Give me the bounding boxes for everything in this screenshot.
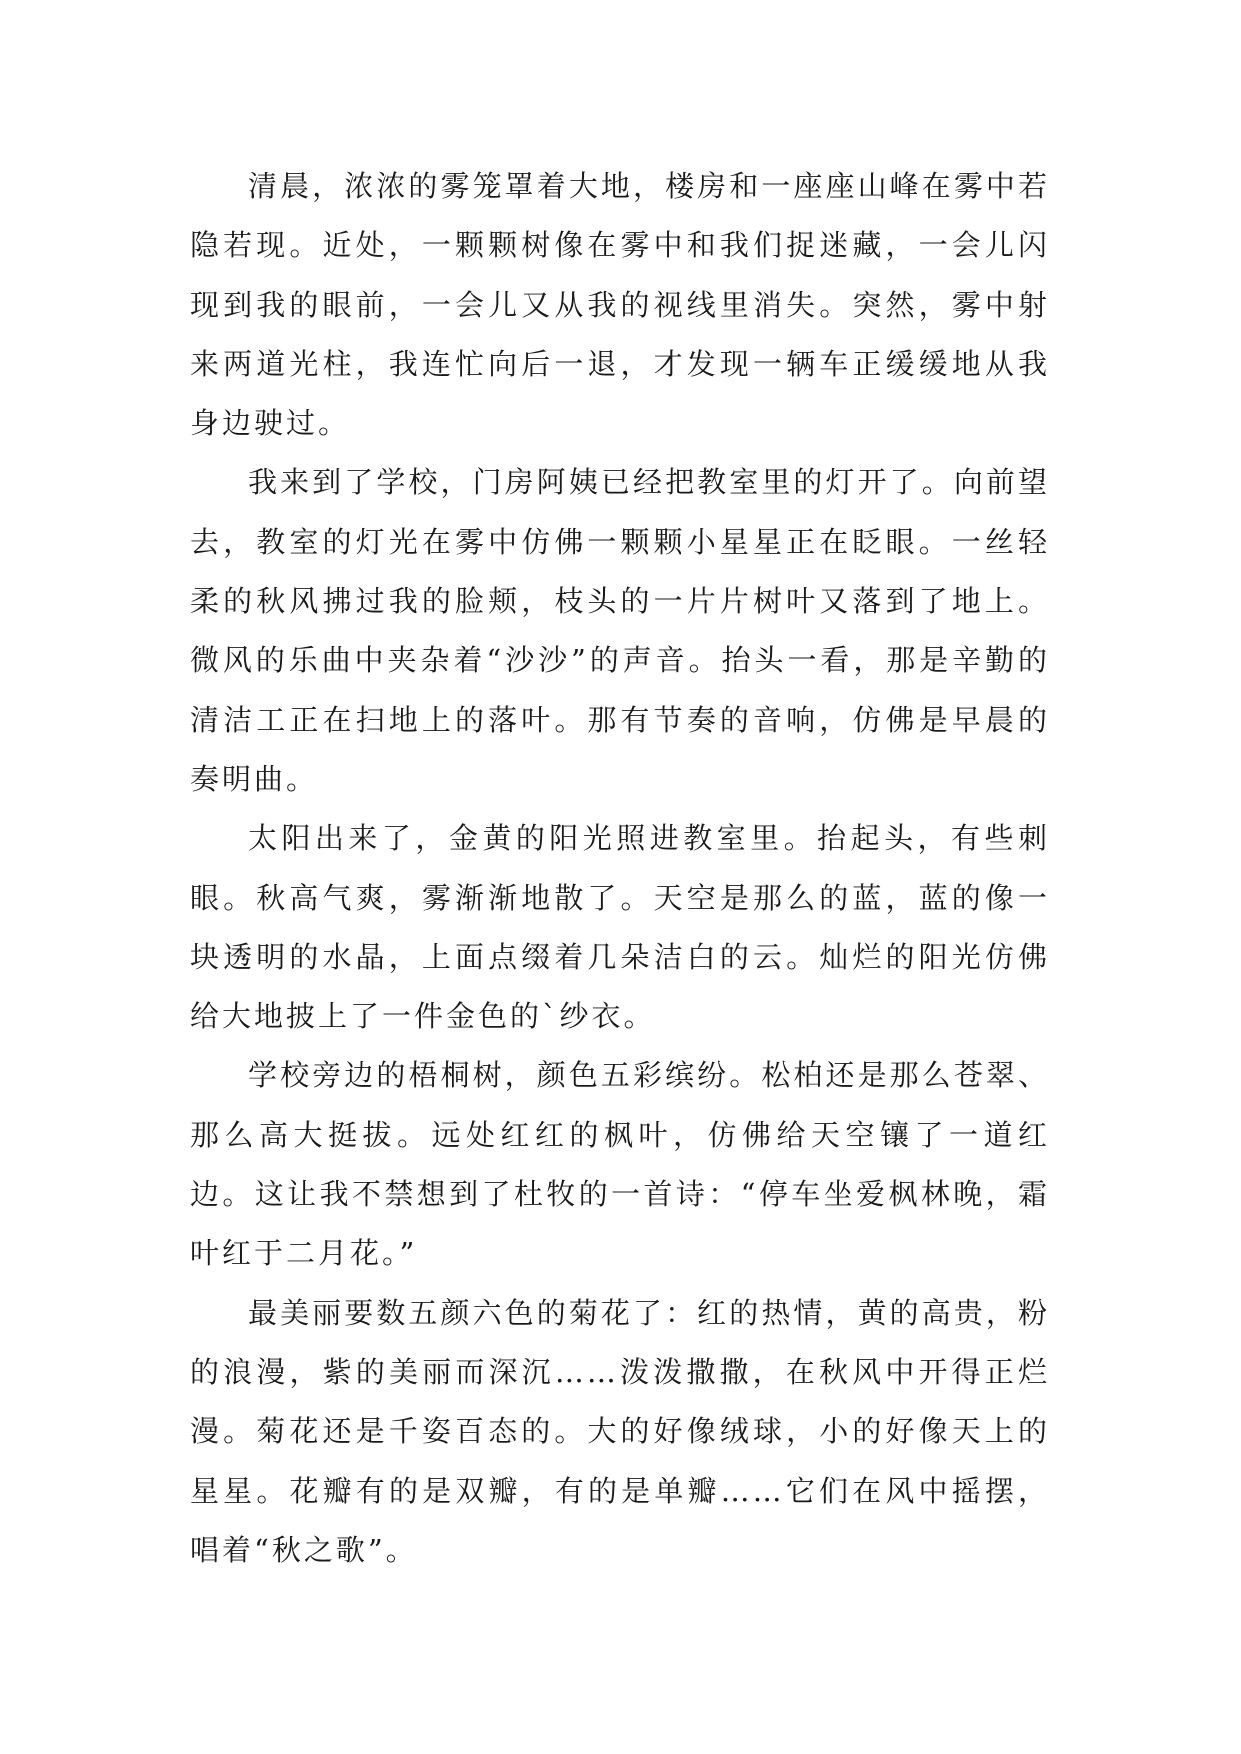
paragraph-5: 最美丽要数五颜六色的菊花了：红的热情，黄的高贵，粉的浪漫，紫的美丽而深沉……泼泼撒撒，在秋风中开得正烂漫。菊花还是千姿百态的。大的好像绒球，小的好像天上的星星。花瓣有的是双瓣，有的是单瓣……它们在风中摇摆，唱着“秋之歌”。	[190, 1295, 1050, 1567]
document-body	[190, 157, 1050, 1580]
paragraph-4: 学校旁边的梧桐树，颜色五彩缤纷。松柏还是那么苍翠、那么高大挺拔。远处红红的枫叶，仿佛给天空镶了一道红边。这让我不禁想到了杜牧的一首诗：“停车坐爱枫林晚，霜叶红于二月花。”	[190, 1058, 1050, 1271]
paragraph-3: 太阳出来了，金黄的阳光照进教室里。抬起头，有些刺眼。秋高气爽，雾渐渐地散了。天空是那么的蓝，蓝的像一块透明的水晶，上面点缀着几朵洁白的云。灿烂的阳光仿佛给大地披上了一件金色的`纱衣。	[190, 821, 1050, 1034]
paragraph-1: 清晨，浓浓的雾笼罩着大地，楼房和一座座山峰在雾中若隐若现。近处，一颗颗树像在雾中和我们捉迷藏，一会儿闪现到我的眼前，一会儿又从我的视线里消失。突然，雾中射来两道光柱，我连忙向后一退，才发现一辆车正缓缓地从我身边驶过。	[190, 169, 1050, 441]
paragraph-2: 我来到了学校，门房阿姨已经把教室里的灯开了。向前望去，教室的灯光在雾中仿佛一颗颗小星星正在眨眼。一丝轻柔的秋风拂过我的脸颊，枝头的一片片树叶又落到了地上。微风的乐曲中夹杂着“沙沙”的声音。抬头一看，那是辛勤的清洁工正在扫地上的落叶。那有节奏的音响，仿佛是早晨的奏明曲。	[190, 465, 1050, 796]
